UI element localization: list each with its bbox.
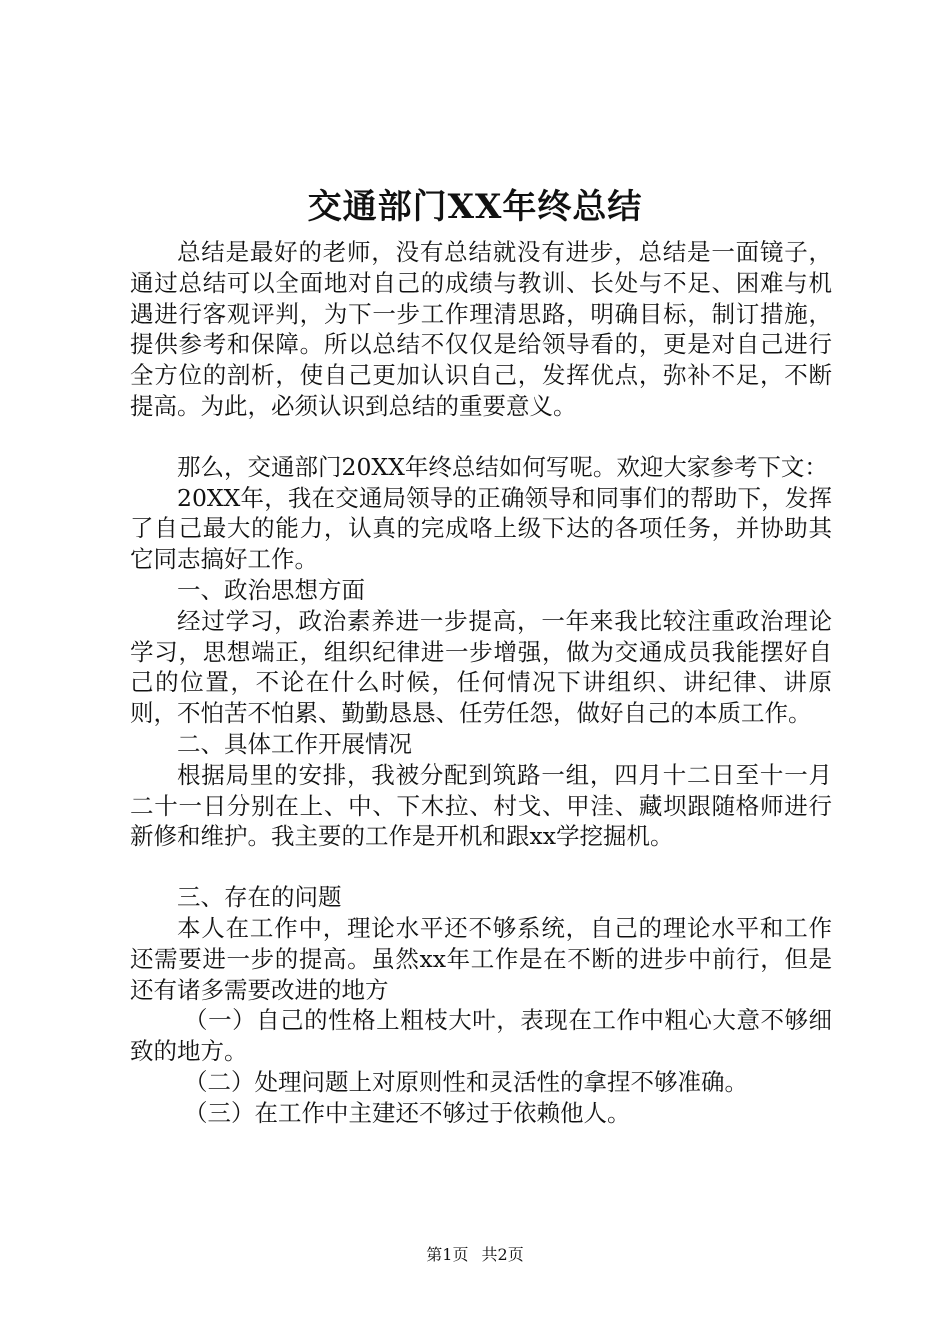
list-item-problem-2: （二）处理问题上对原则性和灵活性的拿捏不够准确。	[184, 1067, 749, 1096]
page-number: 第1页	[426, 1245, 469, 1264]
paragraph-problems: 本人在工作中，理论水平还不够系统，自己的理论水平和工作还需要进一步的提高。虽然xx年工作是在不断的进步中前行，但是还有诸多需要改进的地方	[130, 913, 832, 1004]
paragraph-work: 根据局里的安排，我被分配到筑路一组，四月十二日至十一月二十一日分别在上、中、下木拉、村戈、甲洼、藏坝跟随格师进行新修和维护。我主要的工作是开机和跟xx学挖掘机。	[130, 760, 832, 851]
section-heading-work: 二、具体工作开展情况	[177, 729, 412, 758]
document-title: 交通部门XX年终总结	[307, 187, 643, 227]
section-heading-politics: 一、政治思想方面	[177, 575, 365, 604]
page-footer	[0, 1243, 950, 1267]
paragraph-politics: 经过学习，政治素养进一步提高，一年来我比较注重政治理论学习，思想端正，组织纪律进一步增强，做为交通成员我能摆好自己的位置，不论在什么时候，任何情况下讲组织、讲纪律、讲原则，不怕苦不怕累、勤勤恳恳、任劳任怨，做好自己的本质工作。	[130, 606, 832, 728]
document-body	[130, 237, 832, 1129]
list-item-problem-1: （一）自己的性格上粗枝大叶，表现在工作中粗心大意不够细致的地方。	[130, 1006, 832, 1066]
section-heading-problems: 三、存在的问题	[177, 883, 342, 912]
list-item-problem-3: （三）在工作中主建还不够过于依赖他人。	[184, 1098, 631, 1127]
paragraph-intro: 总结是最好的老师，没有总结就没有进步，总结是一面镜子，通过总结可以全面地对自己的成绩与教训、长处与不足、困难与机遇进行客观评判，为下一步工作理清思路，明确目标，制订措施，提供参考和保障。所以总结不仅仅是给领导看的，更是对自己进行全方位的剖析，使自己更加认识自己，发挥优点，弥补不足，不断提高。为此，必须认识到总结的重要意义。	[130, 238, 832, 420]
paragraph-lead-in: 那么，交通部门20XX年终总结如何写呢。欢迎大家参考下文：	[177, 452, 828, 481]
page-total: 共2页	[481, 1245, 524, 1264]
paragraph-overview: 20XX年，我在交通局领导的正确领导和同事们的帮助下，发挥了自己最大的能力，认真的完成咯上级下达的各项任务，并协助其它同志搞好工作。	[130, 483, 832, 574]
